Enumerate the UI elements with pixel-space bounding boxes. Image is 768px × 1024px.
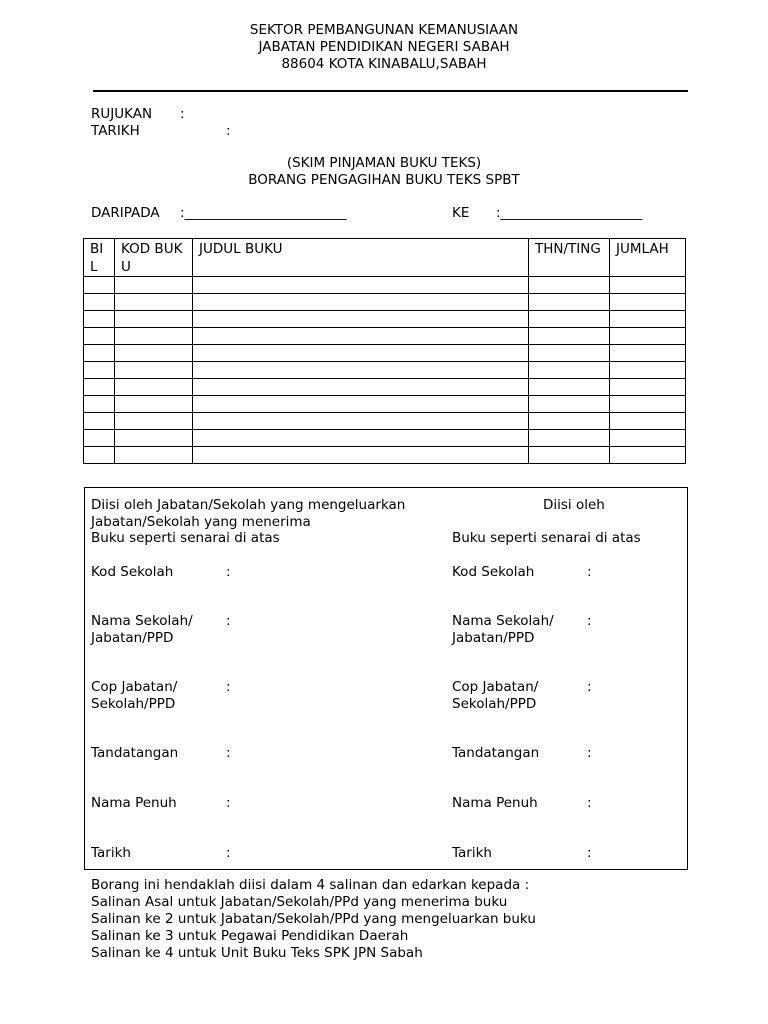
book-list-table	[83, 238, 686, 464]
daripada-field[interactable]: :________________________	[180, 205, 347, 221]
table-header-row	[84, 239, 686, 277]
receiver-cop-label-2: Sekolah/PPD	[452, 696, 537, 712]
table-row	[84, 396, 686, 413]
receiver-nama-penuh-label: Nama Penuh	[452, 795, 538, 811]
column-header-jumlah: JUMLAH	[610, 239, 686, 277]
table-row	[84, 447, 686, 464]
receiver-tandatangan-label: Tandatangan	[452, 745, 540, 761]
table-row	[84, 379, 686, 396]
issuer-kod-sekolah-field[interactable]: :	[226, 564, 231, 580]
from-to-row	[91, 205, 691, 222]
receiver-nama-penuh-field[interactable]: :	[587, 795, 592, 811]
issuer-cop-label-2: Sekolah/PPD	[91, 696, 176, 712]
issuer-nama-sekolah-label: Nama Sekolah/	[91, 613, 193, 629]
header-address: 88604 KOTA KINABALU,SABAH	[281, 56, 487, 72]
copy-original: Salinan Asal untuk Jabatan/Sekolah/PPd yang menerima buku	[91, 894, 508, 910]
tarikh-label: TARIKH	[91, 123, 140, 139]
rujukan-colon: :	[180, 106, 185, 122]
issuer-heading-books: Buku seperti senarai di atas	[91, 530, 280, 546]
table-row	[84, 294, 686, 311]
receiver-nama-sekolah-label-2: Jabatan/PPD	[452, 630, 535, 646]
form-title: BORANG PENGAGIHAN BUKU TEKS SPBT	[248, 172, 520, 188]
copy-2: Salinan ke 2 untuk Jabatan/Sekolah/PPd yang mengeluarkan buku	[91, 911, 536, 927]
table-row	[84, 311, 686, 328]
ke-field[interactable]: :_____________________	[496, 205, 643, 221]
distribution-note	[91, 877, 536, 962]
receiver-heading-cont: Jabatan/Sekolah yang menerima	[91, 514, 311, 530]
table-row	[84, 430, 686, 447]
table-row	[84, 277, 686, 294]
issuer-cop-field[interactable]: :	[226, 679, 231, 695]
receiver-tarikh-label: Tarikh	[452, 845, 492, 861]
column-header-judul-buku: JUDUL BUKU	[193, 239, 529, 277]
table-row	[84, 413, 686, 430]
scheme-title: (SKIM PINJAMAN BUKU TEKS)	[286, 155, 482, 171]
distribution-instruction: Borang ini hendaklah diisi dalam 4 salinan dan edarkan kepada :	[91, 877, 530, 893]
column-header-kod-buku: KOD BUKU	[115, 239, 193, 277]
issuer-tarikh-label: Tarikh	[91, 845, 131, 861]
receiver-nama-sekolah-label: Nama Sekolah/	[452, 613, 554, 629]
receiver-heading-books: Buku seperti senarai di atas	[452, 530, 641, 546]
copy-3: Salinan ke 3 untuk Pegawai Pendidikan Daerah	[91, 928, 409, 944]
receiver-nama-sekolah-field[interactable]: :	[587, 613, 592, 629]
issuer-kod-sekolah-label: Kod Sekolah	[91, 564, 174, 580]
receiver-heading: Diisi oleh	[543, 497, 605, 513]
receiver-kod-sekolah-label: Kod Sekolah	[452, 564, 535, 580]
header-agency: JABATAN PENDIDIKAN NEGERI SABAH	[258, 39, 510, 55]
letterhead	[0, 22, 768, 73]
receiver-tandatangan-field[interactable]: :	[587, 745, 592, 761]
issuer-nama-penuh-label: Nama Penuh	[91, 795, 177, 811]
column-header-bil: BIL	[84, 239, 115, 277]
issuer-tandatangan-label: Tandatangan	[91, 745, 179, 761]
rujukan-label: RUJUKAN	[91, 106, 153, 122]
tarikh-colon: :	[226, 123, 231, 139]
table-row	[84, 362, 686, 379]
table-row	[84, 345, 686, 362]
issuer-nama-penuh-field[interactable]: :	[226, 795, 231, 811]
header-divider	[93, 90, 688, 92]
issuer-nama-sekolah-field[interactable]: :	[226, 613, 231, 629]
issuer-cop-label: Cop Jabatan/	[91, 679, 178, 695]
issuer-tarikh-field[interactable]: :	[226, 845, 231, 861]
receiver-cop-label: Cop Jabatan/	[452, 679, 539, 695]
receiver-tarikh-field[interactable]: :	[587, 845, 592, 861]
daripada-label: DARIPADA	[91, 205, 160, 221]
header-department: SEKTOR PEMBANGUNAN KEMANUSIAAN	[249, 22, 519, 38]
ke-label: KE	[452, 205, 470, 221]
issuer-nama-sekolah-label-2: Jabatan/PPD	[91, 630, 174, 646]
copy-4: Salinan ke 4 untuk Unit Buku Teks SPK JPN Sabah	[91, 945, 423, 961]
column-header-thn-ting: THN/TING	[529, 239, 610, 277]
signature-box	[84, 487, 688, 870]
receiver-kod-sekolah-field[interactable]: :	[587, 564, 592, 580]
issuer-tandatangan-field[interactable]: :	[226, 745, 231, 761]
issuer-heading: Diisi oleh Jabatan/Sekolah yang mengeluarkan	[91, 497, 406, 513]
receiver-cop-field[interactable]: :	[587, 679, 592, 695]
table-row	[84, 328, 686, 345]
